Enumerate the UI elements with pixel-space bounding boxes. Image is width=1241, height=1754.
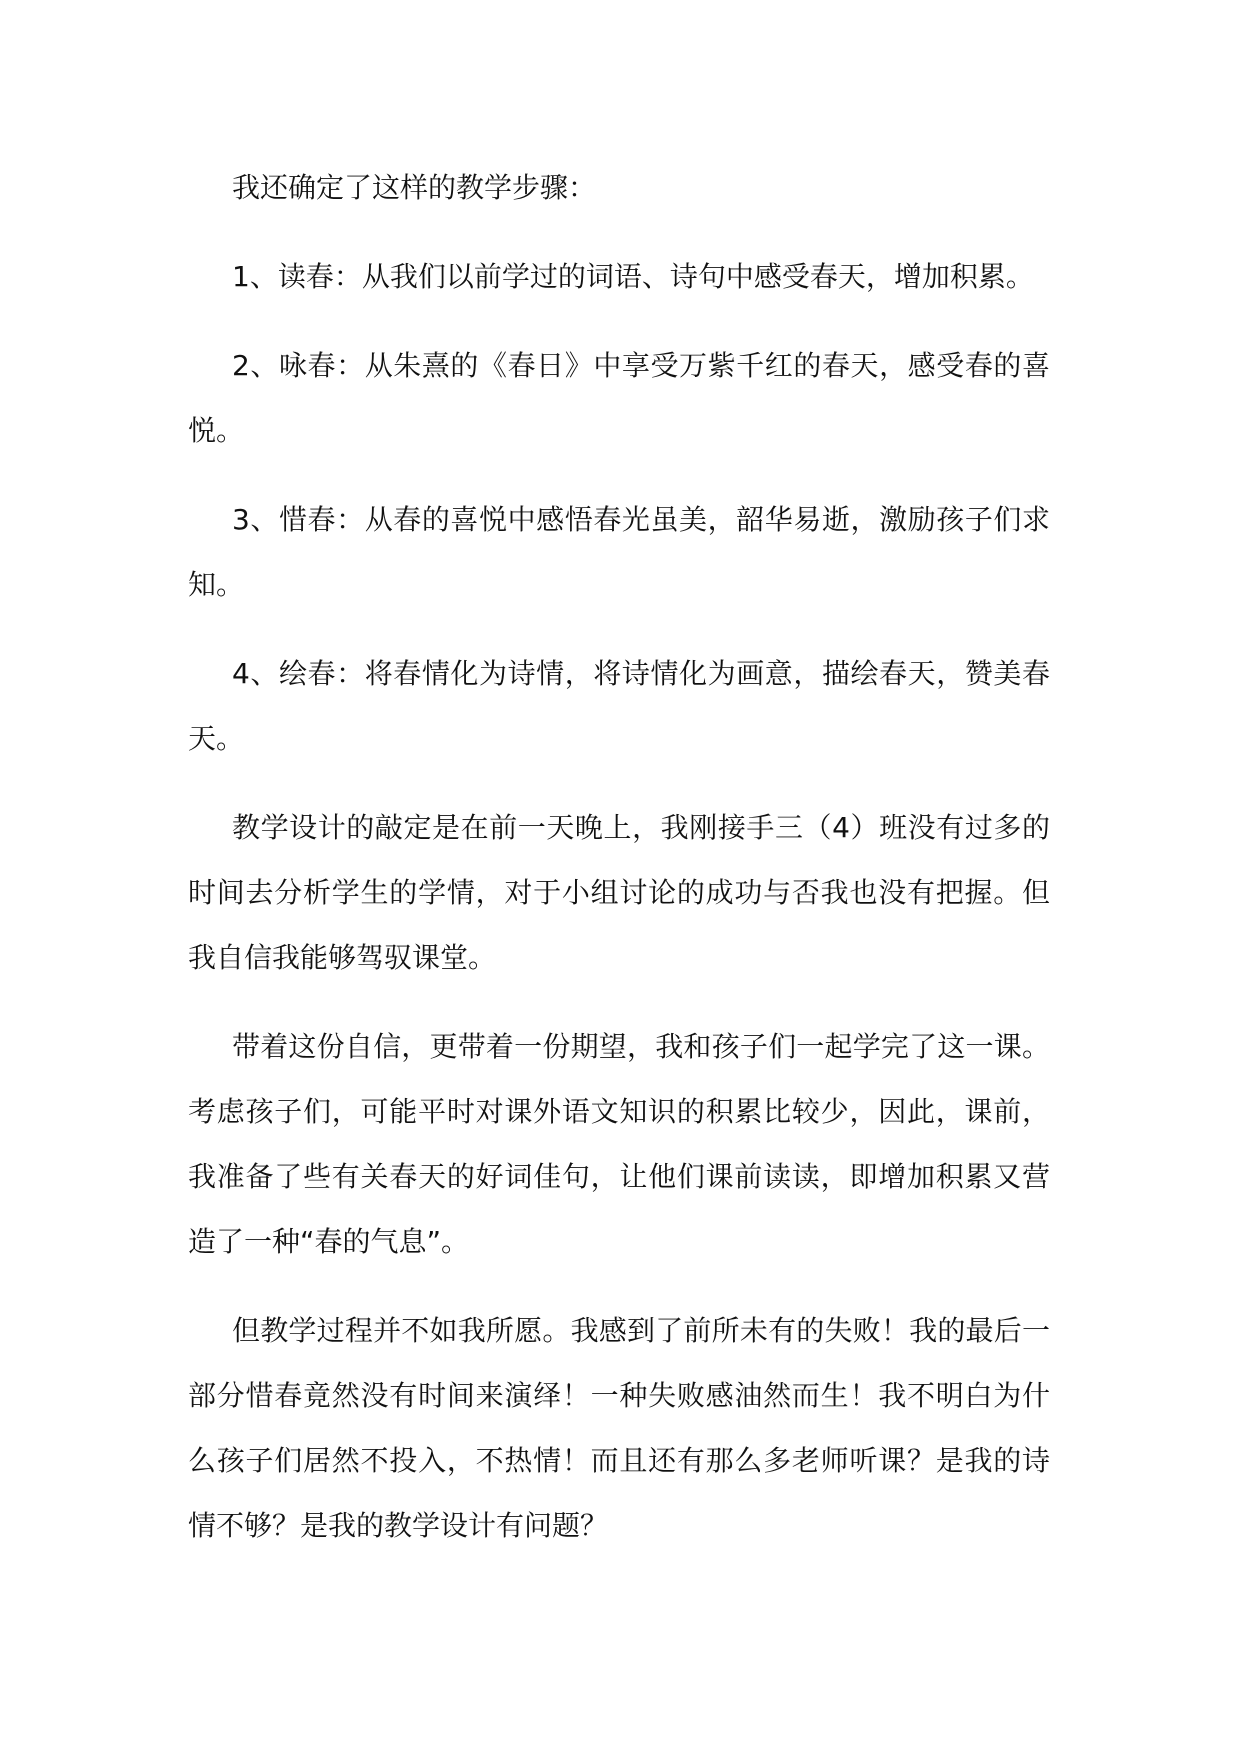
paragraph-step-2: 2、咏春：从朱熹的《春日》中享受万紫千红的春天，感受春的喜悦。	[188, 349, 1050, 447]
paragraph-step-3: 3、惜春：从春的喜悦中感悟春光虽美，韶华易逝，激励孩子们求知。	[188, 503, 1050, 601]
paragraph-design: 教学设计的敲定是在前一天晚上，我刚接手三（4）班没有过多的时间去分析学生的学情，对于小组讨论的成功与否我也没有把握。但我自信我能够驾驭课堂。	[188, 811, 1050, 974]
paragraph-confidence: 带着这份自信，更带着一份期望，我和孩子们一起学完了这一课。考虑孩子们，可能平时对课外语文知识的积累比较少，因此，课前，我准备了些有关春天的好词佳句，让他们课前读读，即增加积累又营造了一种“春的气息”。	[188, 1030, 1050, 1258]
paragraph-intro: 我还确定了这样的教学步骤：	[232, 171, 597, 204]
document-body	[188, 155, 1050, 1582]
paragraph-reflection: 但教学过程并不如我所愿。我感到了前所未有的失败！我的最后一部分惜春竟然没有时间来演绎！一种失败感油然而生！我不明白为什么孩子们居然不投入，不热情！而且还有那么多老师听课？是我的诗情不够？是我的教学设计有问题？	[188, 1314, 1050, 1542]
paragraph-step-4: 4、绘春：将春情化为诗情，将诗情化为画意，描绘春天，赞美春天。	[188, 657, 1050, 755]
paragraph-step-1: 1、读春：从我们以前学过的词语、诗句中感受春天，增加积累。	[232, 260, 1034, 293]
